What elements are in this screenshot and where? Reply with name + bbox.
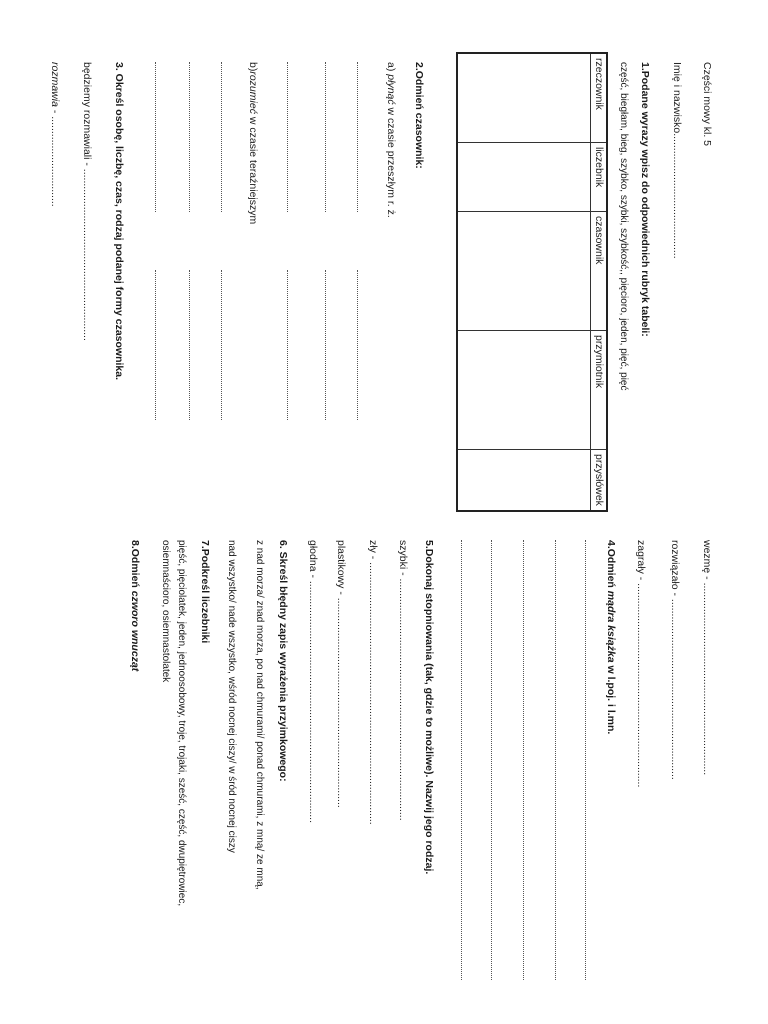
table-answer-cell[interactable] — [457, 212, 591, 331]
task7-line-2[interactable]: osiemnaścioro, osiemnastolatek — [160, 540, 171, 683]
task2b-instruction: b)rozumieć w czasie teraźniejszym — [247, 62, 259, 225]
task5-item[interactable]: plastikowy - ........................................................................ — [335, 540, 347, 808]
table-header-cell: czasownik — [591, 212, 607, 331]
answer-line[interactable] — [461, 540, 462, 980]
answer-line[interactable] — [357, 270, 358, 420]
answer-line[interactable] — [189, 62, 190, 212]
task2a-instruction: a) płynąć w czasie przeszłym r. ż. — [385, 62, 397, 218]
answer-line[interactable] — [523, 540, 524, 980]
answer-line[interactable] — [325, 62, 326, 212]
answer-line[interactable] — [491, 540, 492, 980]
task3-item-1[interactable]: będziemy rozmawiali - ........................................................... — [81, 62, 93, 341]
task4-heading: 4.Odmień mądra książka w l.poj. i l.mn. — [605, 540, 617, 735]
answer-line[interactable] — [555, 540, 556, 980]
table-answer-cell[interactable] — [457, 53, 591, 143]
task8-heading: 8.Odmień czworo wnucząt — [129, 540, 141, 672]
table-header-cell: liczebnik — [591, 143, 607, 212]
answer-line[interactable] — [189, 270, 190, 420]
answer-line[interactable] — [221, 270, 222, 420]
task6-heading: 6. Skreśl błędny zapis wyrażenia przyimkowego: — [277, 540, 289, 782]
task7-line-1[interactable]: pięść, pięciolatek, jeden, jednoosobowy, troje, trojaki, sześć, część, dwupiętrowiec, — [176, 540, 187, 907]
right-item-3[interactable]: zagrały - ...................................................................... — [635, 540, 647, 788]
answer-line[interactable] — [155, 270, 156, 420]
task6-line-2[interactable]: nad wszystko/ nade wszystko, wśród nocnej ciszy/ w śród nocnej ciszy — [226, 540, 237, 853]
answer-line[interactable] — [585, 540, 586, 980]
task5-item[interactable]: głodna - ................................................................................... — [307, 540, 319, 823]
table-row — [457, 53, 591, 511]
task2-heading: 2.Odmień czasownik: — [413, 62, 425, 169]
table-answer-cell[interactable] — [457, 143, 591, 212]
task5-item[interactable]: szybki - ................................................................................... — [397, 540, 409, 821]
table-header-row — [591, 53, 607, 511]
task1-table — [456, 52, 608, 512]
table-answer-cell[interactable] — [457, 450, 591, 512]
right-item-2[interactable]: rozwiązało - .............................................................. — [669, 540, 681, 780]
table-header-cell: przymiotnik — [591, 331, 607, 450]
task1-word-list: część, biegłam, bieg, szybko, szybki, szybkość,, pięcioro, jeden, pięć, pięć — [618, 62, 629, 391]
answer-line[interactable] — [357, 62, 358, 212]
worksheet-title: Części mowy kl. 5 — [701, 62, 713, 147]
task1-heading: 1.Podane wyrazy wpisz do odpowiednich rubryk tabeli: — [639, 62, 651, 337]
task7-heading: 7.Podkreśl liczebniki — [199, 540, 211, 644]
answer-line[interactable] — [155, 62, 156, 212]
task3-heading: 3. Określ osobę, liczbę, czas, rodzaj podanej formy czasownika. — [113, 62, 125, 381]
task3-item-2[interactable]: rozmawia - ............................... — [49, 62, 61, 207]
right-item-1[interactable]: wezmę - .................................................................. — [701, 540, 713, 776]
task5-heading: 5.Dokonaj stopniowania (tak, gdzie to możliwe). Nazwij jego rodzaj. — [423, 540, 435, 875]
answer-line[interactable] — [325, 270, 326, 420]
table-header-cell: przysłówek — [591, 450, 607, 512]
table-header-cell: rzeczownik — [591, 53, 607, 143]
answer-line[interactable] — [287, 62, 288, 212]
answer-line[interactable] — [287, 270, 288, 420]
table-answer-cell[interactable] — [457, 331, 591, 450]
task6-line-1[interactable]: z nad morza/ znad morza, po nad chmurami/ ponad chmurami, z mną/ ze mną, — [254, 540, 265, 890]
task5-item[interactable]: zły - .......................................................................................... — [367, 540, 379, 825]
name-field-label[interactable]: Imię i nazwisko........................................... — [671, 62, 683, 259]
answer-line[interactable] — [221, 62, 222, 212]
